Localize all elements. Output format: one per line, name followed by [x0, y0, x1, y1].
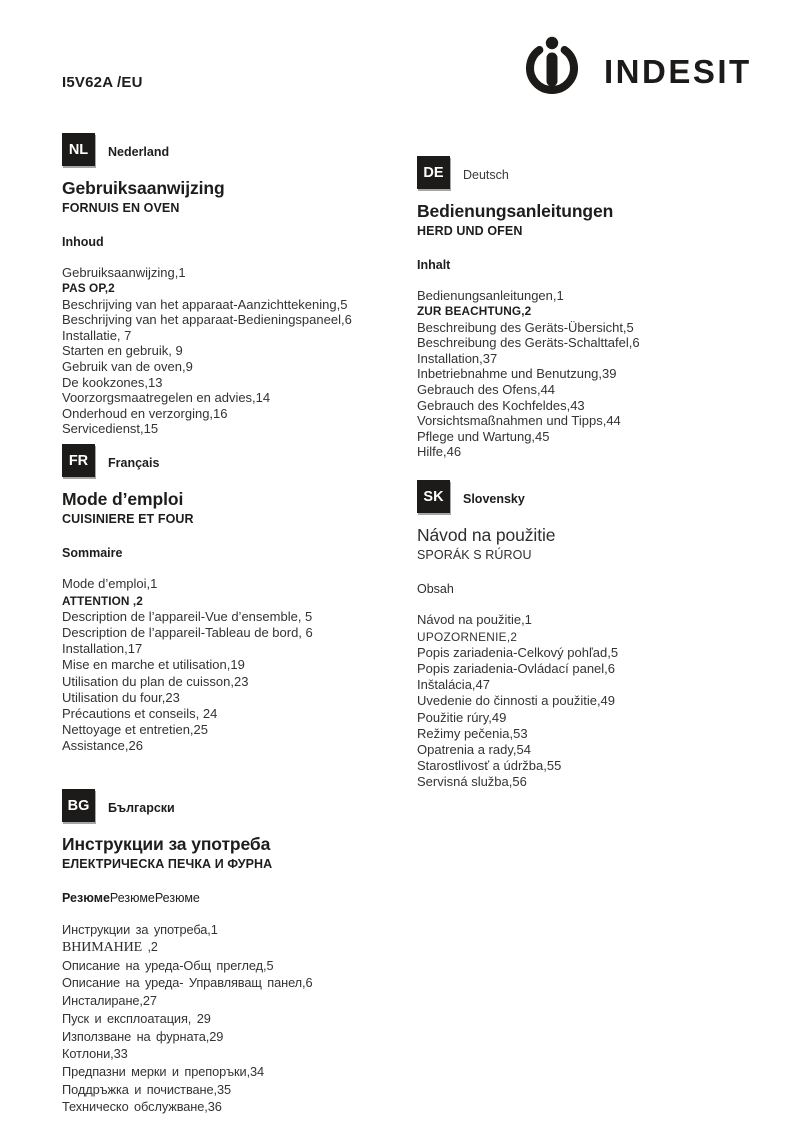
toc-item: Popis zariadenia-Ovládací panel,6: [417, 660, 616, 676]
section-title-fr: Mode d’emploi: [62, 489, 184, 509]
warning-word: ВНИМАНИЕ: [62, 940, 143, 956]
toc-item: Beschreibung des Geräts-Schalttafel,6: [417, 335, 640, 351]
toc-item: Utilisation du four,23: [62, 689, 180, 705]
toc-item: Използване на фурната,29: [62, 1028, 224, 1044]
language-label-de: Deutsch: [463, 167, 509, 182]
toc-item: ATTENTION ,2: [62, 593, 143, 608]
section-title-nl: Gebruiksaanwijzing: [62, 178, 225, 198]
toc-heading-de: Inhalt: [417, 258, 451, 273]
toc-item: Popis zariadenia-Celkový pohľad,5: [417, 644, 619, 660]
toc-item: Režimy pečenia,53: [417, 725, 528, 741]
section-subtitle-bg: ЕЛЕКТРИЧЕСКА ПЕЧКА И ФУРНА: [62, 857, 273, 872]
section-title-de: Bedienungsanleitungen: [417, 201, 614, 221]
toc-item: Utilisation du plan de cuisson,23: [62, 673, 249, 689]
language-label-nl: Nederland: [108, 144, 170, 159]
toc-item: Assistance,26: [62, 738, 143, 754]
toc-item: Starostlivosť a údržba,55: [417, 758, 562, 774]
section-slovensky: [417, 480, 762, 791]
toc-item: Котлони,33: [62, 1046, 128, 1062]
toc-list-de: [417, 288, 762, 460]
section-subtitle-fr: CUISINIERE ET FOUR: [62, 512, 194, 527]
toc-item: Beschreibung des Geräts-Übersicht,5: [417, 319, 634, 335]
toc-item: Предпазни мерки и препоръки,34: [62, 1064, 265, 1079]
toc-item: Инсталиране,27: [62, 993, 157, 1009]
language-label-bg: Български: [108, 800, 175, 815]
toc-item: Gebrauch des Kochfeldes,43: [417, 397, 585, 413]
toc-item: Gebrauch des Ofens,44: [417, 381, 556, 397]
power-i-icon: [530, 37, 574, 90]
section-subtitle-de: HERD UND OFEN: [417, 224, 523, 239]
toc-item: Starten en gebruik, 9: [62, 343, 183, 359]
toc-item: Beschrijving van het apparaat-Bedieningspaneel,6: [62, 312, 352, 328]
toc-item: Vorsichtsmaßnahmen und Tipps,44: [417, 413, 621, 429]
language-badge-sk: SK: [417, 480, 450, 513]
section-title-sk: Návod na použitie: [417, 525, 556, 545]
toc-item: Onderhoud en verzorging,16: [62, 405, 228, 421]
toc-item: Použitie rúry,49: [417, 709, 507, 725]
toc-heading-sk: Obsah: [417, 582, 454, 597]
model-number: I5V62A /EU: [62, 74, 143, 91]
toc-item: Техническо обслужване,36: [62, 1099, 222, 1115]
toc-item: Pflege und Wartung,45: [417, 428, 550, 444]
toc-item: Návod na použitie,1: [417, 612, 532, 628]
toc-item: Installation,17: [62, 641, 143, 657]
toc-item: Поддръжка и почистване,35: [62, 1081, 231, 1097]
language-label-sk: Slovensky: [463, 491, 525, 506]
toc-item: Inbetriebnahme und Benutzung,39: [417, 366, 617, 382]
toc-item: Servicedienst,15: [62, 421, 159, 437]
toc-item: Description de l’appareil-Vue d’ensemble, 5: [62, 608, 313, 624]
toc-item: Gebruik van de oven,9: [62, 358, 193, 374]
section-deutsch: [417, 156, 762, 460]
toc-item: ZUR BEACHTUNG,2: [417, 303, 532, 318]
toc-item: Installation,37: [417, 350, 498, 366]
toc-item: Uvedenie do činnosti a použitie,49: [417, 693, 616, 709]
toc-item: Voorzorgsmaatregelen en advies,14: [62, 390, 271, 406]
section-francais: [62, 444, 407, 755]
toc-item: Mode d’emploi,1: [62, 576, 158, 592]
toc-item: UPOZORNENIE,2: [417, 629, 518, 644]
toc-item: Servisná služba,56: [417, 774, 527, 790]
toc-item: Описание на уреда-Общ преглед,5: [62, 957, 274, 973]
toc-item: ВНИМАНИЕ ,2: [62, 940, 158, 956]
toc-item: Beschrijving van het apparaat-Aanzichttekening,5: [62, 296, 348, 312]
section-subtitle-sk: SPORÁK S RÚROU: [417, 548, 532, 563]
toc-heading-bg: РезюмеРезюмеРезюме: [62, 891, 200, 906]
section-bulgarian: [62, 789, 407, 1116]
indesit-logo: [518, 36, 763, 98]
language-badge-de: DE: [417, 156, 450, 189]
section-nederland: [62, 133, 407, 437]
toc-item: Пуск и експлоатация, 29: [62, 1010, 211, 1026]
language-badge-bg: BG: [62, 789, 95, 822]
toc-list-nl: [62, 265, 407, 437]
toc-item: Bedienungsanleitungen,1: [417, 288, 564, 304]
toc-list-sk: [417, 612, 762, 790]
toc-item: De kookzones,13: [62, 374, 163, 390]
language-badge-nl: NL: [62, 133, 95, 166]
toc-item: Nettoyage et entretien,25: [62, 722, 208, 738]
toc-item: Description de l’appareil-Tableau de bord, 6: [62, 624, 313, 640]
language-badge-fr: FR: [62, 444, 95, 477]
toc-item: Инструкции за употреба,1: [62, 922, 218, 938]
toc-item: Précautions et conseils, 24: [62, 706, 218, 721]
section-title-bg: Инструкции за употреба: [62, 834, 271, 854]
language-label-fr: Français: [108, 455, 160, 470]
toc-item: Inštalácia,47: [417, 677, 490, 693]
toc-item: Gebruiksaanwijzing,1: [62, 265, 186, 281]
toc-item: Opatrenia a rady,54: [417, 742, 531, 757]
section-subtitle-nl: FORNUIS EN OVEN: [62, 201, 180, 216]
brand-wordmark: INDESIT: [604, 53, 752, 90]
toc-item: PAS OP,2: [62, 280, 115, 295]
toc-item: Installatie, 7: [62, 327, 132, 343]
toc-item: Описание на уреда- Управляващ панел,6: [62, 975, 313, 991]
toc-heading-fr: Sommaire: [62, 546, 123, 561]
toc-item: Hilfe,46: [417, 444, 462, 460]
toc-heading-nl: Inhoud: [62, 235, 104, 250]
toc-list-fr: [62, 576, 407, 754]
toc-item: Mise en marche et utilisation,19: [62, 657, 245, 673]
toc-list-bg: [62, 921, 407, 1116]
